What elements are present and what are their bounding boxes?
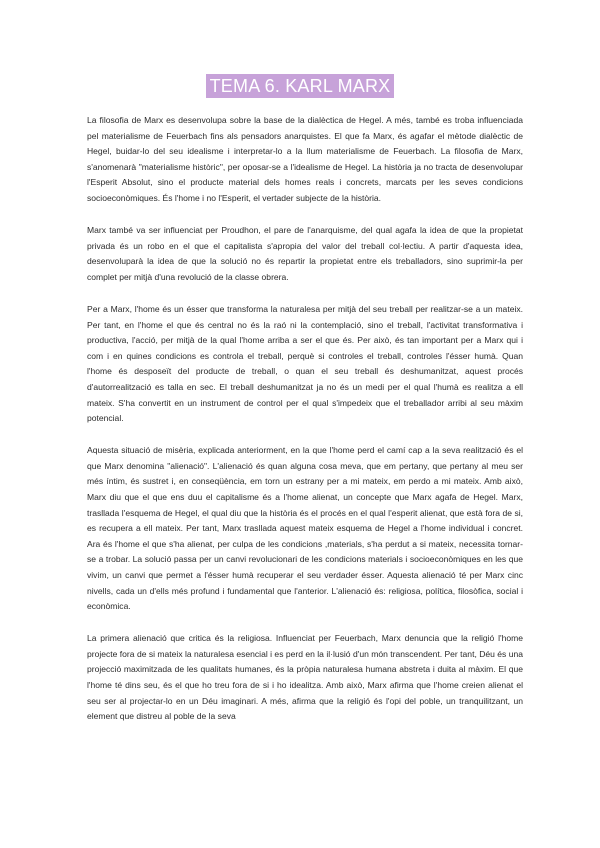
title-container	[0, 74, 600, 98]
document-title: TEMA 6. KARL MARX	[206, 74, 395, 98]
paragraph-2: Marx també va ser influenciat per Proudhon, el pare de l'anarquisme, del qual agafa la idea de que la propietat privada és un robo en el que el capitalista s'apropia del valor del treball col·lectiu. A partir d'aquesta idea, desenvoluparà la idea de que la solució no és repartir la propietat entre els treballadors, sino suprimir-la per complet per mitjà d'una revolució de la classe obrera.	[87, 225, 523, 282]
document-body	[87, 113, 523, 741]
paragraph-4: Aquesta situació de misèria, explicada anteriorment, en la que l'home perd el camí cap a la seva realització és el que Marx denomina "alienació". L'alienació és quan alguna cosa meva, que em pertany, que pertany al meu ser més íntim, és sustret i, en conseqüència, em torn un estrany per a mi mateix, em perdo a mi mateix. Amb això, Marx diu que el que ens duu el capitalisme és a l'home alienat, un concepte que Marx agafa de Hegel. Marx, trasllada l'esquema de Hegel, el qual diu que la història és el procés en el qual l'esperit alienat, que està fora de si, es recupera a ell mateix. Per tant, Marx trasllada aquest mateix esquema de Hegel a l'home individual i concret. Ara és l'home el que s'ha alienat, per culpa de les condicions ,materials, s'ha perdut a si mateix, necessita tornar-se a trobar. La solució passa per un canvi revolucionari de les condicions materials i socioeconòmiques en les que vivim, un canvi que permet a l'ésser humà recuperar el seu verdader ésser. Aquesta alienació té per Marx cinc nivells, cada un d'ells més profund i fundamental que l'anterior. L'alienació és: religiosa, política, filosòfica, social i econòmica.	[87, 445, 523, 612]
paragraph-3: Per a Marx, l'home és un ésser que transforma la naturalesa per mitjà del seu treball per realitzar-se a un mateix. Per tant, en l'home el que és central no és la raó ni la contemplació, sino el treball, l'activitat transformativa i productiva, l'acció, per mitjà de la qual l'home arriba a ser el que és. Per això, és tan important per a Marx qui i com i en quines condicions es controla el treball, perquè si controles el treball, controles l'ésser humà. Quan l'home és desposeït del producte de treball, o quan el seu treball és deshumanitzat, aquest procés d'autorrealització es talla en sec. El treball deshumanitzat ja no és un medi per el qual l'humà es realitza a ell mateix. S'ha convertit en un instrument de control per el qual s'impedeix que el treballador arribi al seu màxim potencial.	[87, 303, 523, 424]
paragraph-5: La primera alienació que critica és la religiosa. Influenciat per Feuerbach, Marx denuncia que la religió l'home projecte fora de si mateix la naturalesa esencial i es perd en la il·lusió d'un món transcendent. Per tant, Déu és una projecció maximitzada de les qualitats humanes, és la pròpia naturalesa humana abstreta i duita al màxim. El que l'home té dins seu, és el que ho treu fora de si i ho idealitza. Amb això, Marx afirma que l'home creien alienat el seu ser al projectar-lo en un Déu imaginari. A més, afirma que la religió és l'opi del poble, un tranquilitzant, un element que distreu al poble de la seva	[87, 633, 523, 722]
paragraph-1: La filosofia de Marx es desenvolupa sobre la base de la dialèctica de Hegel. A més, també es troba influenciada pel materialisme de Feuerbach fins als pensadors anarquistes. El que fa Marx, és agafar el mètode dialèctic de Hegel, buidar-lo del seu idealisme i interpretar-lo a la llum materialisme de Feuerbach. La filosofia de Marx, s'anomenarà "materialisme històric", per oposar-se a l'idealisme de Hegel. La història ja no tracta de desenvolupar l'Esperit Absolut, sino el producte material dels homes reals i concrets, marcats per les seves condicions socioeconòmiques. És l'home i no l'Esperit, el vertader subjecte de la història.	[87, 115, 523, 203]
